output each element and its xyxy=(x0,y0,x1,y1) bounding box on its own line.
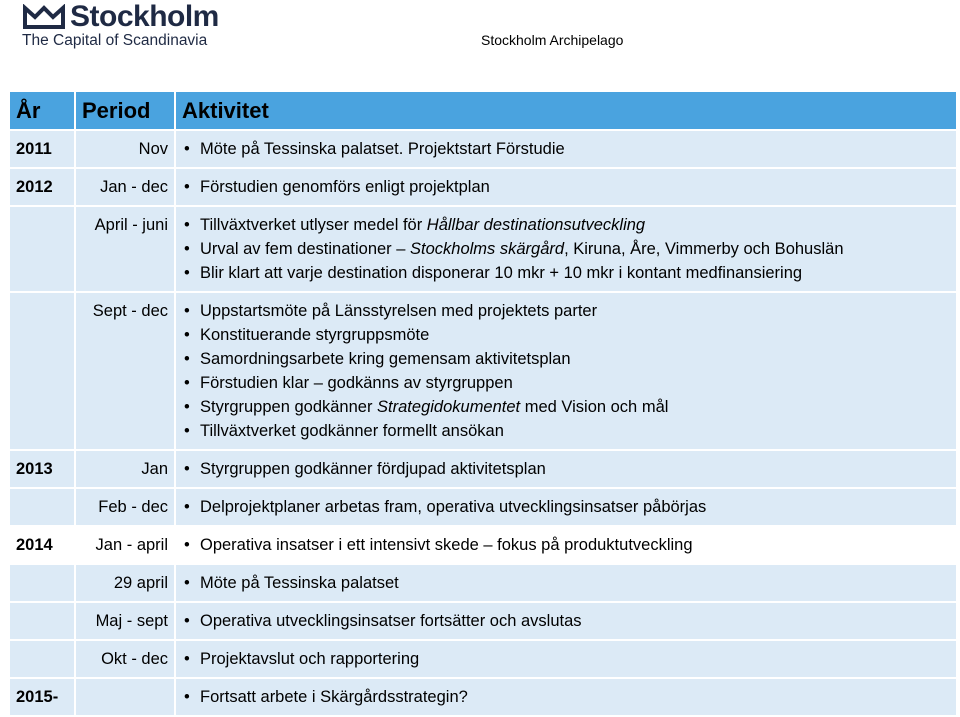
activity-list xyxy=(182,137,950,161)
year-cell xyxy=(10,603,74,639)
list-item xyxy=(182,137,950,161)
list-item xyxy=(182,533,950,557)
list-item xyxy=(182,457,950,481)
stockholm-logo xyxy=(22,2,262,52)
item-text: Delprojektplaner arbetas fram, operativa utvecklingsinsatser påbörjas xyxy=(200,498,707,516)
year-cell xyxy=(10,293,74,449)
year-cell: 2014 xyxy=(10,527,74,563)
period-cell: Jan - april xyxy=(76,527,174,563)
activity-list xyxy=(182,213,950,285)
activity-list xyxy=(182,299,950,443)
item-text: Styrgruppen godkänner xyxy=(200,398,378,416)
activity-list xyxy=(182,609,950,633)
period-cell: Jan - dec xyxy=(76,169,174,205)
table-row xyxy=(10,641,956,677)
item-text: Tillväxtverket godkänner formellt ansökan xyxy=(200,422,504,440)
list-item xyxy=(182,495,950,519)
year-cell xyxy=(10,489,74,525)
column-header-activity: Aktivitet xyxy=(176,92,956,129)
emphasized-text: Stockholms skärgård xyxy=(410,240,565,258)
column-header-period: Period xyxy=(76,92,174,129)
year-cell: 2011 xyxy=(10,131,74,167)
table-row xyxy=(10,527,956,563)
list-item xyxy=(182,395,950,419)
period-cell: Okt - dec xyxy=(76,641,174,677)
logo-title: Stockholm xyxy=(70,0,219,33)
activity-list xyxy=(182,647,950,671)
item-text: Möte på Tessinska palatset xyxy=(200,574,399,592)
item-text: Tillväxtverket utlyser medel för xyxy=(200,216,427,234)
emphasized-text: Strategidokumentet xyxy=(377,398,521,416)
crown-icon xyxy=(22,4,66,30)
item-text: Samordningsarbete kring gemensam aktivitetsplan xyxy=(200,350,571,368)
item-text: Styrgruppen godkänner fördjupad aktivitetsplan xyxy=(200,460,546,478)
activity-cell xyxy=(176,679,956,715)
item-text: Förstudien klar – godkänns av styrgruppen xyxy=(200,374,513,392)
year-cell: 2012 xyxy=(10,169,74,205)
list-item xyxy=(182,371,950,395)
list-item xyxy=(182,237,950,261)
activity-cell xyxy=(176,565,956,601)
activity-list xyxy=(182,571,950,595)
item-text: , Kiruna, Åre, Vimmerby och Bohuslän xyxy=(564,240,844,258)
item-text: med Vision och mål xyxy=(520,398,669,416)
list-item xyxy=(182,571,950,595)
activity-list xyxy=(182,175,950,199)
table-row xyxy=(10,207,956,291)
item-text: Operativa utvecklingsinsatser fortsätter och avslutas xyxy=(200,612,582,630)
period-cell: Jan xyxy=(76,451,174,487)
activity-cell xyxy=(176,169,956,205)
table-row xyxy=(10,293,956,449)
list-item xyxy=(182,299,950,323)
header-right-label: Stockholm Archipelago xyxy=(481,32,624,48)
item-text: Operativa insatser i ett intensivt skede – fokus på produktutveckling xyxy=(200,536,693,554)
activity-list xyxy=(182,533,950,557)
list-item xyxy=(182,261,950,285)
list-item xyxy=(182,609,950,633)
table-row xyxy=(10,565,956,601)
activity-cell xyxy=(176,527,956,563)
list-item xyxy=(182,347,950,371)
table-row xyxy=(10,451,956,487)
activity-list xyxy=(182,685,950,709)
item-text: Uppstartsmöte på Länsstyrelsen med projektets parter xyxy=(200,302,598,320)
list-item xyxy=(182,647,950,671)
period-cell: April - juni xyxy=(76,207,174,291)
list-item xyxy=(182,685,950,709)
logo-subtitle: The Capital of Scandinavia xyxy=(22,32,208,49)
table-row xyxy=(10,131,956,167)
table-header-row xyxy=(10,92,956,129)
table-row xyxy=(10,169,956,205)
activity-cell xyxy=(176,131,956,167)
year-cell xyxy=(10,565,74,601)
activity-cell xyxy=(176,451,956,487)
table-row xyxy=(10,679,956,715)
item-text: Urval av fem destinationer – xyxy=(200,240,411,258)
activity-cell xyxy=(176,603,956,639)
period-cell: Feb - dec xyxy=(76,489,174,525)
period-cell: Sept - dec xyxy=(76,293,174,449)
list-item xyxy=(182,323,950,347)
activity-cell xyxy=(176,207,956,291)
emphasized-text: Hållbar destinationsutveckling xyxy=(426,216,646,234)
activity-cell xyxy=(176,293,956,449)
timeline-table xyxy=(8,90,958,717)
activity-cell xyxy=(176,489,956,525)
period-cell: 29 april xyxy=(76,565,174,601)
activity-cell xyxy=(176,641,956,677)
activity-list xyxy=(182,457,950,481)
list-item xyxy=(182,419,950,443)
year-cell: 2013 xyxy=(10,451,74,487)
year-cell xyxy=(10,207,74,291)
list-item xyxy=(182,175,950,199)
period-cell: Maj - sept xyxy=(76,603,174,639)
item-text: Förstudien genomförs enligt projektplan xyxy=(200,178,490,196)
table-row xyxy=(10,603,956,639)
item-text: Projektavslut och rapportering xyxy=(200,650,420,668)
period-cell xyxy=(76,679,174,715)
list-item xyxy=(182,213,950,237)
column-header-year: År xyxy=(10,92,74,129)
year-cell xyxy=(10,641,74,677)
period-cell: Nov xyxy=(76,131,174,167)
activity-list xyxy=(182,495,950,519)
item-text: Blir klart att varje destination disponerar 10 mkr + 10 mkr i kontant medfinansiering xyxy=(200,264,803,282)
item-text: Konstituerande styrgruppsmöte xyxy=(200,326,430,344)
year-cell: 2015- xyxy=(10,679,74,715)
item-text: Möte på Tessinska palatset. Projektstart Förstudie xyxy=(200,140,565,158)
table-row xyxy=(10,489,956,525)
item-text: Fortsatt arbete i Skärgårdsstrategin? xyxy=(200,688,468,706)
